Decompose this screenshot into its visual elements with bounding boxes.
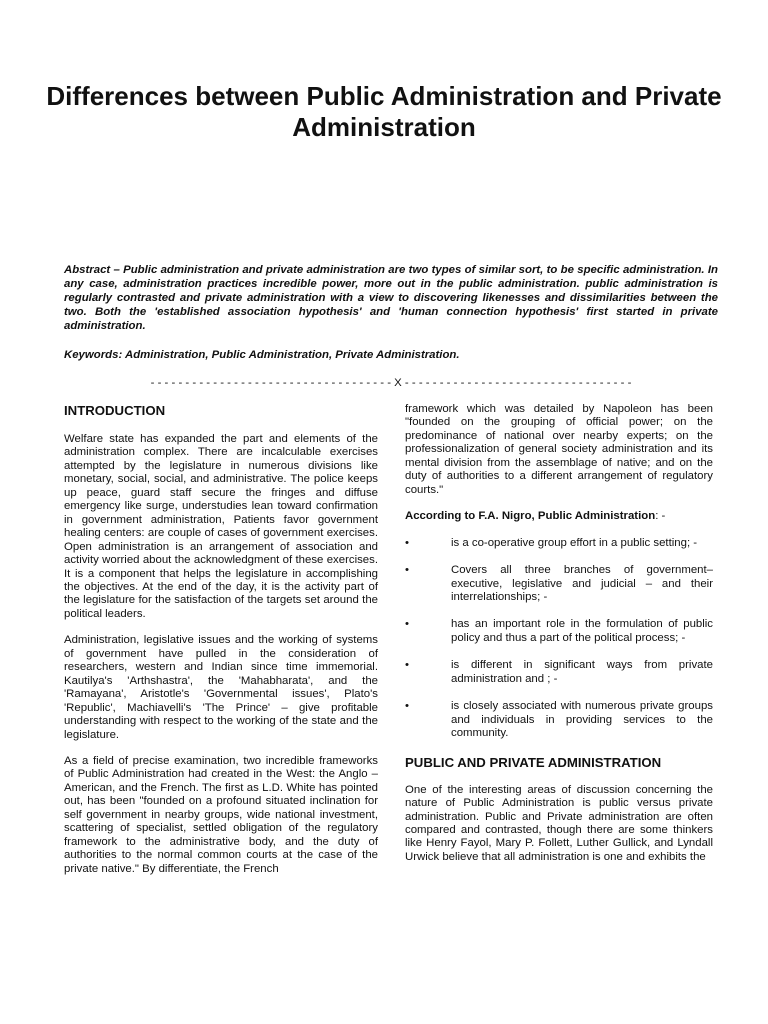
nigro-lead-suffix: : - bbox=[655, 510, 666, 523]
nigro-bullet-list bbox=[405, 537, 713, 741]
page-title: Differences between Public Administration and Private Administration bbox=[46, 81, 722, 142]
intro-paragraph-2: Administration, legislative issues and the working of systems of government have pulled in the consideration of researchers, western and Indian since time immemorial. Kautilya's 'Arthshastra', the 'Mahabharata', and the 'Ramayana', Aristotle's 'Governmental issues', Plato's 'Republic', Machiavelli's 'The Prince' – give profitable understanding with respect to the working of the state and the legislature. bbox=[64, 634, 378, 741]
list-item bbox=[405, 537, 713, 550]
napoleon-continuation-paragraph: framework which was detailed by Napoleon has been "founded on the grouping of official power; on the predominance of national over nearby experts; on the professionalization of general society administration and its mental division from the assemblage of native; and on the duty of authorities to a different arrangement of regulatory courts." bbox=[405, 403, 713, 496]
right-column bbox=[405, 403, 713, 864]
list-item-text: is a co-operative group effort in a public setting; - bbox=[451, 536, 698, 549]
public-private-heading: PUBLIC AND PRIVATE ADMINISTRATION bbox=[405, 754, 662, 770]
bullet-icon: • bbox=[405, 536, 409, 549]
bullet-icon: • bbox=[405, 659, 409, 672]
list-item bbox=[405, 618, 713, 645]
introduction-heading: INTRODUCTION bbox=[64, 403, 166, 418]
list-item bbox=[405, 659, 713, 686]
list-item bbox=[405, 564, 713, 604]
intro-paragraph-1: Welfare state has expanded the part and elements of the administration complex. There are incalculable exercises attempted by the legislature in numerous divisions like monetary, social, social, and administrative. The police keeps up peace, guard staff secure the fringes and diffuse emergency like surge, understudies lean toward confirmation in government administration, Patients favor government healing centers: are couple of cases of government exercises. Open administration is an arrangement of association and activity worried about the acknowledgment of these exercises. It is a component that helps the legislature in accomplishing the objectives. At the end of the day, it is the activity part of the legislature for the satisfaction of the targets set around the political leaders. bbox=[64, 433, 378, 620]
public-private-paragraph: One of the interesting areas of discussion concerning the nature of Public Administration is public versus private administration. Public and Private administration are often compared and contrasted, though there are some thinkers like Henry Fayol, Mary P. Follett, Luther Gullick, and Lyndall Urwick believe that all administration is one and exhibits the bbox=[405, 783, 713, 863]
abstract: Abstract – Public administration and private administration are two types of similar sort, to be specific administration. In any case, administration practices incredible power, more out in the public administration. public administration is regularly contrasted and private administration with a view to discovering likenesses and dissimilarities between the two. Both the 'established association hypothesis' and 'human connection hypothesis' first started in private administration. bbox=[64, 264, 718, 332]
list-item-text: is closely associated with numerous private groups and individuals in providing services to the community. bbox=[451, 700, 713, 740]
section-separator: - - - - - - - - - - - - - - - - - - - - - - - - - - - - - - - - - - - X - - - - - - - - - - - - - - - - - - - - - - - - - - - - - - - - - bbox=[150, 377, 632, 389]
nigro-definition-lead bbox=[405, 510, 713, 523]
list-item-text: Covers all three branches of government– executive, legislative and judicial – and their interrelationships; - bbox=[451, 564, 713, 603]
list-item bbox=[405, 700, 713, 740]
intro-paragraph-3: As a field of precise examination, two incredible frameworks of Public Administration had created in the West: the Anglo – American, and the French. The first as L.D. White has pointed out, has been "founded on a profound situated inclination for self government in nearby groups, wide national investment, scattering of specialist, settled obligation of the regulatory framework to the administrative body, and the duty of authorities to the normal common courts at the case of the private native." By differentiate, the French bbox=[64, 754, 378, 875]
left-column bbox=[64, 403, 378, 876]
list-item-text: is different in significant ways from private administration and ; - bbox=[451, 659, 713, 685]
keywords: Keywords: Administration, Public Administration, Private Administration. bbox=[64, 349, 460, 361]
nigro-lead-text: According to F.A. Nigro, Public Administration bbox=[405, 510, 656, 523]
bullet-icon: • bbox=[405, 618, 409, 631]
bullet-icon: • bbox=[405, 700, 409, 713]
list-item-text: has an important role in the formulation of public policy and thus a part of the political process; - bbox=[451, 618, 713, 644]
bullet-icon: • bbox=[405, 564, 409, 577]
